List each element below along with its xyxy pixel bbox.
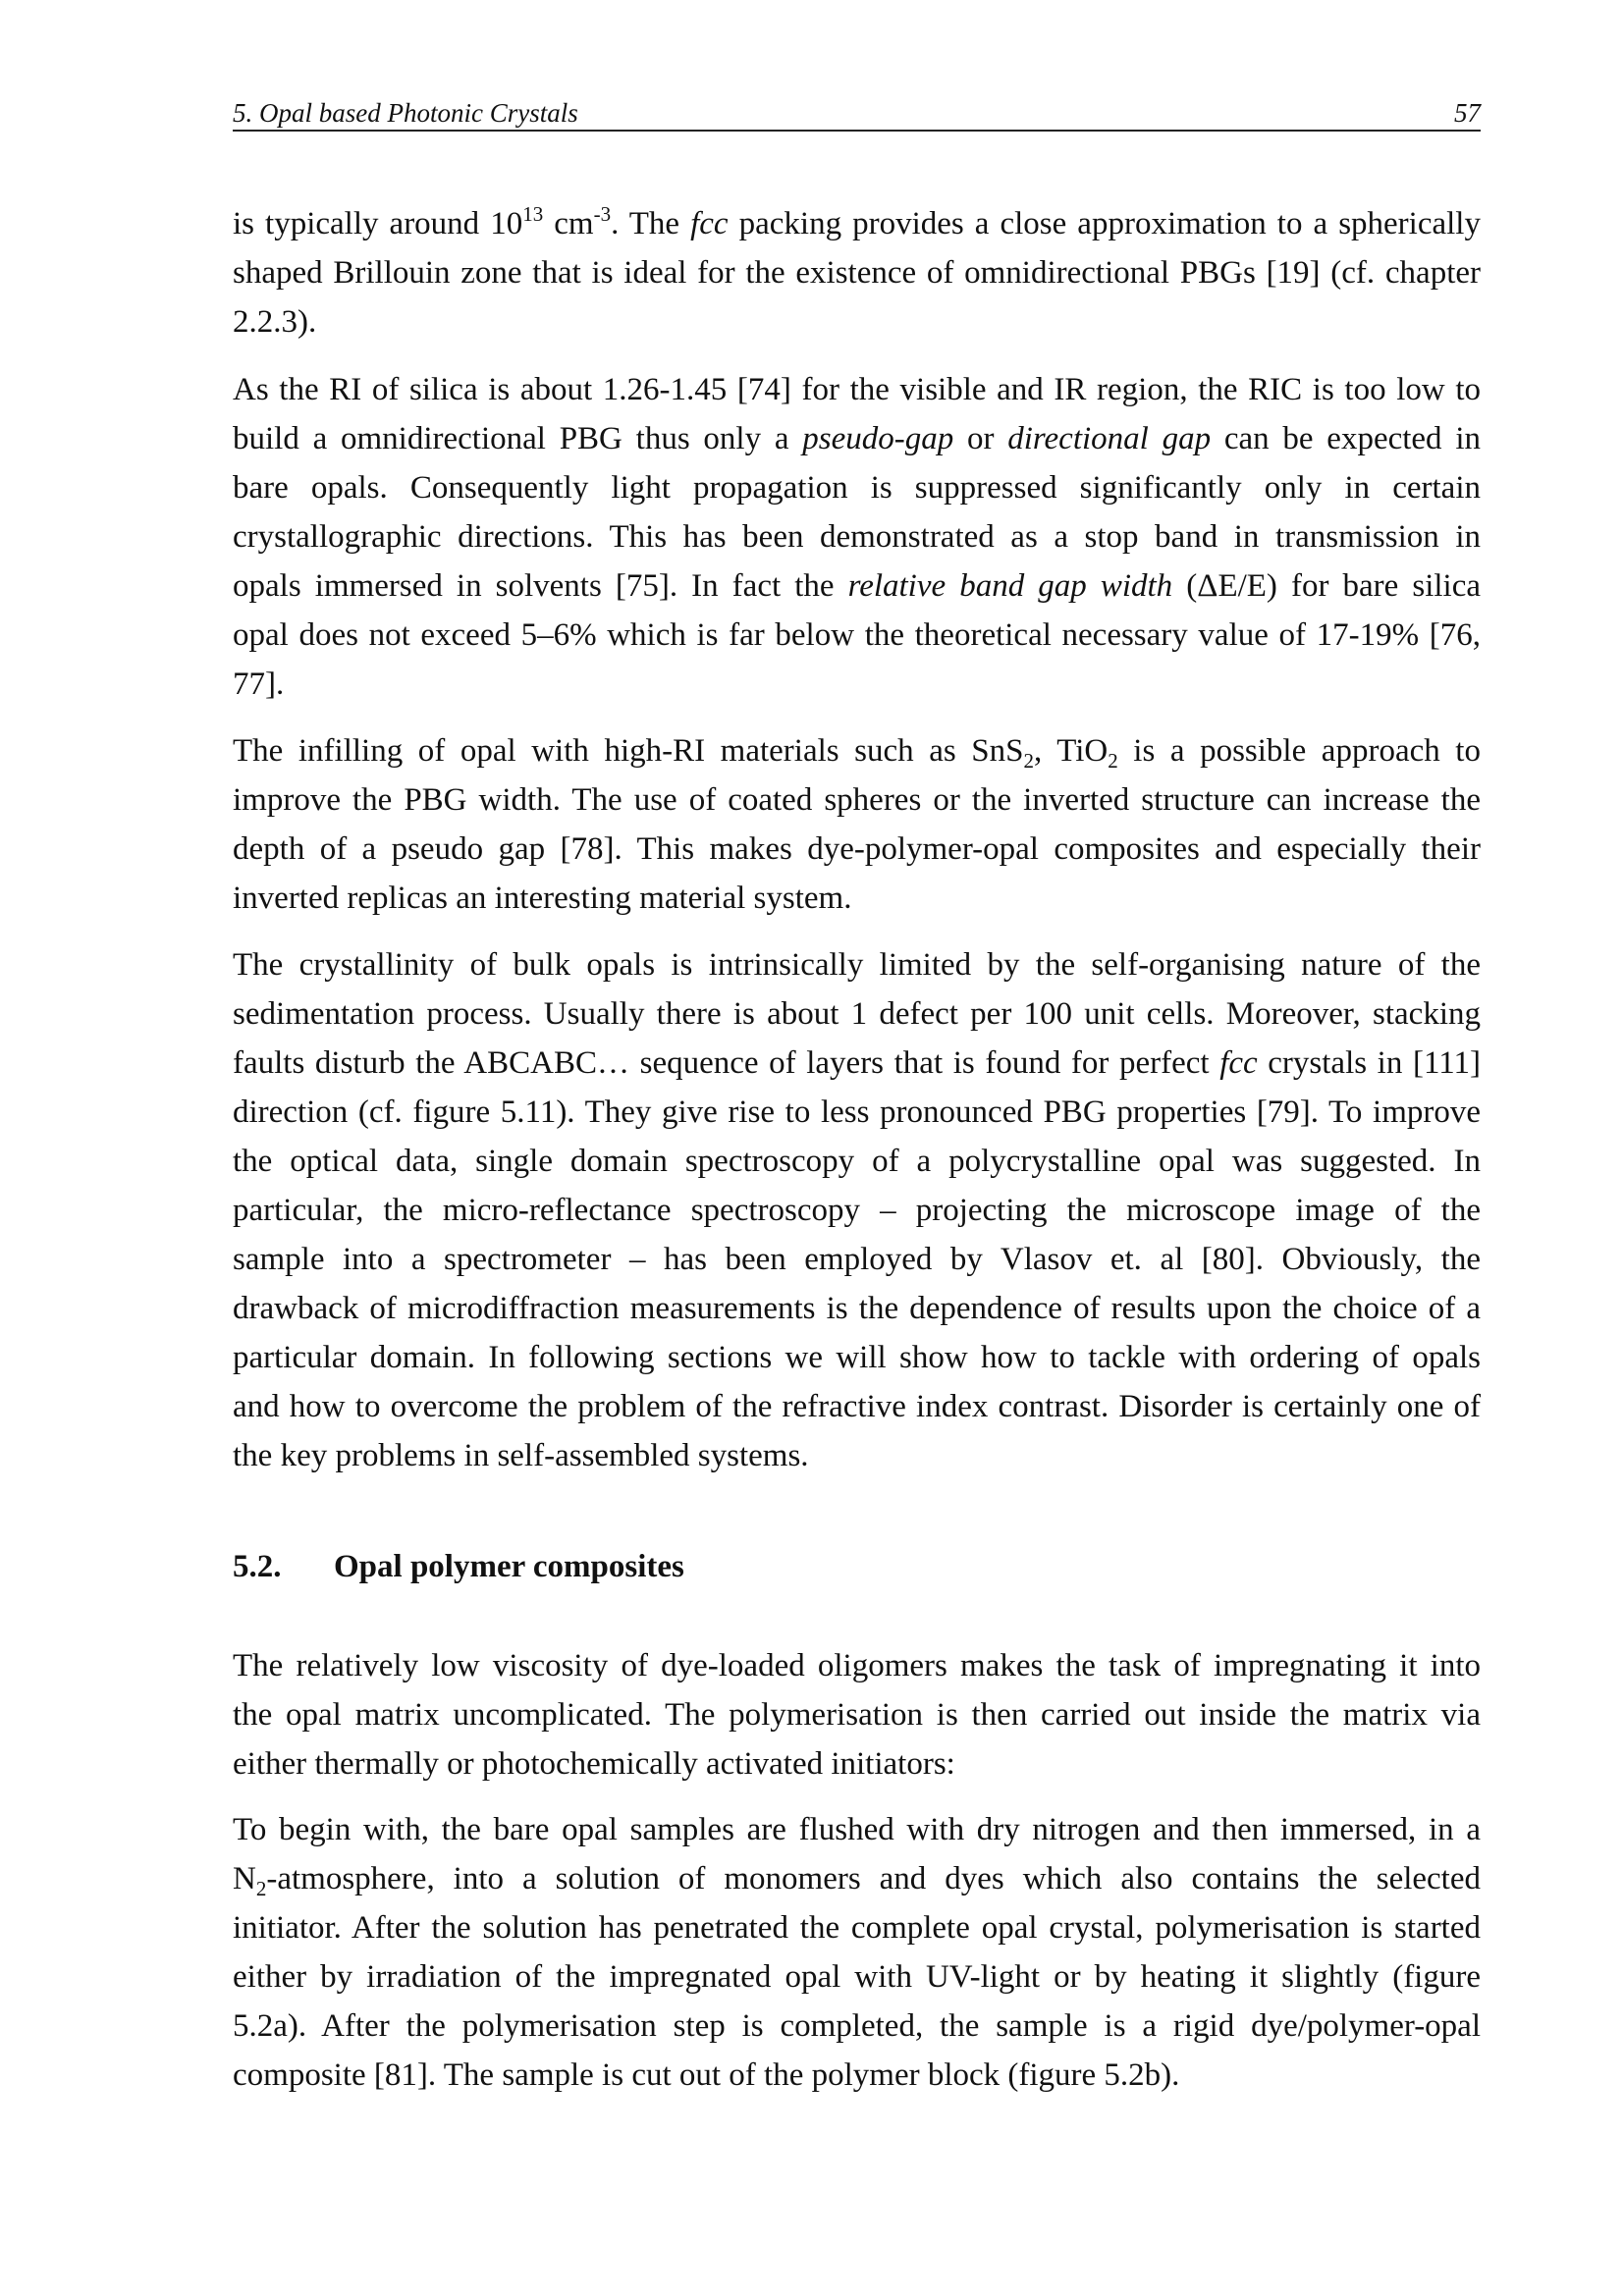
section-heading bbox=[233, 1547, 684, 1586]
text-run: is a possible approach to bbox=[1117, 733, 1481, 769]
text-line bbox=[233, 297, 1481, 347]
paragraph bbox=[233, 940, 1481, 1480]
text-run: the key problems in self-assembled systems. bbox=[233, 1438, 809, 1473]
text-run: faults disturb the ABCABC… sequence of layers that is found for perfect bbox=[233, 1045, 1220, 1081]
text-run: 5.2a). After the polymerisation step is completed, the sample is a rigid dye/polymer-opal bbox=[233, 2008, 1481, 2044]
superscript: 13 bbox=[522, 202, 544, 226]
text-run: opal does not exceed 5–6% which is far below the theoretical necessary value of 17-19% [76, bbox=[233, 617, 1481, 653]
text-run: and how to overcome the problem of the refractive index contrast. Disorder is certainly one of bbox=[233, 1389, 1481, 1424]
text-line bbox=[233, 775, 1481, 825]
text-line bbox=[233, 1284, 1481, 1333]
text-run: To begin with, the bare opal samples are flushed with dry nitrogen and then immersed, in a bbox=[233, 1812, 1481, 1847]
text-run: inverted replicas an interesting material system. bbox=[233, 881, 852, 916]
text-line bbox=[233, 940, 1481, 989]
text-run: can be expected in bbox=[1211, 421, 1481, 456]
text-line bbox=[233, 1431, 1481, 1480]
subscript: 2 bbox=[255, 1877, 267, 1900]
text-run: initiator. After the solution has penetrated the complete opal crystal, polymerisation is started bbox=[233, 1910, 1481, 1946]
text-line bbox=[233, 199, 1481, 248]
text-run: drawback of microdiffraction measurements is the dependence of results upon the choice of a bbox=[233, 1291, 1481, 1326]
text-line bbox=[233, 874, 1481, 923]
text-line bbox=[233, 611, 1481, 660]
text-line bbox=[233, 248, 1481, 297]
text-line bbox=[233, 1137, 1481, 1186]
text-line bbox=[233, 1235, 1481, 1284]
paragraph bbox=[233, 1641, 1481, 1789]
text-line bbox=[233, 414, 1481, 463]
text-line bbox=[233, 463, 1481, 512]
text-line bbox=[233, 1690, 1481, 1739]
text-line bbox=[233, 825, 1481, 874]
text-run: the optical data, single domain spectroscopy of a polycrystalline opal was suggested. In bbox=[233, 1144, 1481, 1179]
superscript: -3 bbox=[593, 202, 612, 226]
subscript: 2 bbox=[1023, 749, 1034, 773]
text-run: particular domain. In following sections we will show how to tackle with ordering of opals bbox=[233, 1340, 1481, 1375]
italic-text: fcc bbox=[1219, 1045, 1258, 1081]
italic-text: relative band gap width bbox=[847, 568, 1173, 604]
subscript: 2 bbox=[1108, 749, 1118, 773]
text-line bbox=[233, 1739, 1481, 1789]
text-line bbox=[233, 2051, 1481, 2100]
text-line bbox=[233, 561, 1481, 611]
text-line bbox=[233, 1903, 1481, 1952]
text-run: particular, the micro-reflectance spectroscopy – projecting the microscope image of the bbox=[233, 1193, 1481, 1228]
text-line bbox=[233, 1333, 1481, 1382]
text-run: The infilling of opal with high-RI materials such as SnS bbox=[233, 733, 1024, 769]
paragraph bbox=[233, 726, 1481, 923]
paragraph bbox=[233, 1805, 1481, 2100]
text-run: , TiO bbox=[1034, 733, 1109, 769]
text-run: depth of a pseudo gap [78]. This makes dye-polymer-opal composites and especially their bbox=[233, 831, 1481, 867]
text-run: As the RI of silica is about 1.26-1.45 [74] for the visible and IR region, the RIC is too low to bbox=[233, 372, 1481, 407]
text-run: either thermally or photochemically activated initiators: bbox=[233, 1746, 955, 1782]
text-run: . The bbox=[611, 206, 691, 241]
text-line bbox=[233, 726, 1481, 775]
text-line bbox=[233, 365, 1481, 414]
text-line bbox=[233, 512, 1481, 561]
paragraph bbox=[233, 199, 1481, 347]
text-run: The crystallinity of bulk opals is intrinsically limited by the self-organising nature of the bbox=[233, 947, 1481, 983]
text-run: direction (cf. figure 5.11). They give rise to less pronounced PBG properties [79]. To improve bbox=[233, 1095, 1481, 1130]
paragraph bbox=[233, 365, 1481, 709]
text-line bbox=[233, 1088, 1481, 1137]
italic-text: directional gap bbox=[1007, 421, 1212, 456]
chapter-title: 5. Opal based Photonic Crystals bbox=[233, 98, 578, 128]
text-run: or bbox=[953, 421, 1008, 456]
section-number: 5.2. bbox=[233, 1549, 282, 1584]
text-run: sedimentation process. Usually there is about 1 defect per 100 unit cells. Moreover, stacking bbox=[233, 996, 1481, 1032]
text-run: The relatively low viscosity of dye-loaded oligomers makes the task of impregnating it into bbox=[233, 1648, 1481, 1683]
section-title: Opal polymer composites bbox=[334, 1549, 684, 1584]
text-line bbox=[233, 660, 1481, 709]
text-line bbox=[233, 1039, 1481, 1088]
text-run: the opal matrix uncomplicated. The polymerisation is then carried out inside the matrix via bbox=[233, 1697, 1481, 1733]
text-line bbox=[233, 989, 1481, 1039]
text-run: crystals in [111] bbox=[1257, 1045, 1481, 1081]
running-header bbox=[233, 96, 1481, 132]
text-line bbox=[233, 1382, 1481, 1431]
text-run: bare opals. Consequently light propagation is suppressed significantly only in certain bbox=[233, 470, 1481, 506]
text-line bbox=[233, 1641, 1481, 1690]
italic-text: pseudo-gap bbox=[802, 421, 954, 456]
text-run: (ΔE/E) for bare silica bbox=[1172, 568, 1481, 604]
text-run: shaped Brillouin zone that is ideal for the existence of omnidirectional PBGs [19] (cf. chapter bbox=[233, 255, 1481, 291]
text-run: cm bbox=[543, 206, 594, 241]
text-line bbox=[233, 2002, 1481, 2051]
text-run: 2.2.3). bbox=[233, 304, 317, 340]
text-line bbox=[233, 1952, 1481, 2002]
text-run: build a omnidirectional PBG thus only a bbox=[233, 421, 803, 456]
text-run: improve the PBG width. The use of coated spheres or the inverted structure can increase the bbox=[233, 782, 1481, 818]
text-run: sample into a spectrometer – has been employed by Vlasov et. al [80]. Obviously, the bbox=[233, 1242, 1481, 1277]
text-line bbox=[233, 1186, 1481, 1235]
text-run: N bbox=[233, 1861, 256, 1896]
text-run: is typically around 10 bbox=[233, 206, 523, 241]
text-run: crystallographic directions. This has been demonstrated as a stop band in transmission in bbox=[233, 519, 1481, 555]
text-run: 77]. bbox=[233, 667, 285, 702]
text-run: packing provides a close approximation to a spherically bbox=[728, 206, 1481, 241]
text-run: composite [81]. The sample is cut out of the polymer block (figure 5.2b). bbox=[233, 2057, 1180, 2093]
text-run: opals immersed in solvents [75]. In fact the bbox=[233, 568, 848, 604]
text-line bbox=[233, 1854, 1481, 1903]
text-run: either by irradiation of the impregnated opal with UV-light or by heating it slightly (figure bbox=[233, 1959, 1481, 1995]
italic-text: fcc bbox=[690, 206, 729, 241]
text-run: -atmosphere, into a solution of monomers and dyes which also contains the selected bbox=[266, 1861, 1481, 1896]
text-line bbox=[233, 1805, 1481, 1854]
page-number: 57 bbox=[1454, 98, 1481, 128]
